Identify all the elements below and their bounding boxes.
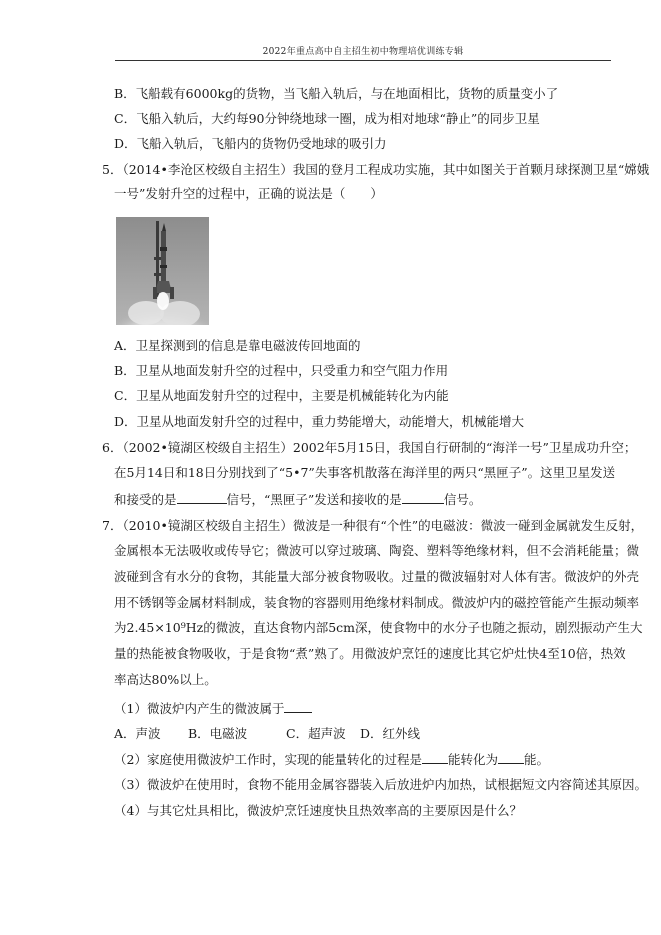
q4-option-c: C．飞船入轨后，大约每90分钟绕地球一圈，成为相对地球“静止”的同步卫星 <box>114 111 540 126</box>
q7-sub2-text-b: 能转化为 <box>447 752 498 767</box>
q7-sub1-option-b: B．电磁波 <box>188 726 248 741</box>
page-header: 2022年重点高中自主招生初中物理培优训练专辑 <box>262 47 464 57</box>
q6-line-3-text-a: 和接受的是 <box>114 492 177 507</box>
q7-sub1-option-d: D．红外线 <box>360 726 421 741</box>
q7-sub1-blank[interactable] <box>284 700 312 713</box>
q7-sub2 <box>114 751 549 768</box>
q6-blank-1[interactable] <box>177 491 227 504</box>
rocket-launch-image <box>116 217 209 325</box>
q5-stem-line-2: 一号”发射升空的过程中，正确的说法是（ ） <box>114 186 383 201</box>
q7-sub1-option-a: A．声波 <box>114 726 161 741</box>
q7-sub1-option-c: C．超声波 <box>286 726 346 741</box>
q4-option-d: D．飞船入轨后，飞船内的货物仍受地球的吸引力 <box>114 136 387 151</box>
q7-sub1-text: （1）微波炉内产生的微波属于 <box>114 701 285 716</box>
q6-line-2: 在5月14日和18日分别找到了“5•7”失事客机散落在海洋里的两只“黑匣子”。这里卫星发送 <box>114 465 616 480</box>
q5-option-d: D．卫星从地面发射升空的过程中，重力势能增大，动能增大，机械能增大 <box>114 414 525 429</box>
q6-line-3-text-b: 信号，“黑匣子”发送和接收的是 <box>226 492 402 507</box>
q5-stem-line-1: 5．（2014•李沧区校级自主招生）我国的登月工程成功实施，其中如图关于首颗月球探测卫星“嫦娥 <box>102 162 650 177</box>
q6-line-3-text-c: 信号。 <box>443 492 482 507</box>
q5-option-a: A．卫星探测到的信息是靠电磁波传回地面的 <box>114 338 361 353</box>
q5-option-c: C．卫星从地面发射升空的过程中，主要是机械能转化为内能 <box>114 388 449 403</box>
q6-blank-2[interactable] <box>402 491 444 504</box>
q7-sub2-blank-2[interactable] <box>498 751 524 764</box>
q5-option-b: B．卫星从地面发射升空的过程中，只受重力和空气阻力作用 <box>114 363 449 378</box>
q7-passage-line-5: 为2.45×10⁹Hz的微波，直达食物内部5cm深，使食物中的水分子也随之振动，剧烈振动产生大 <box>114 620 643 635</box>
q7-passage-line-4: 用不锈钢等金属材料制成，装食物的容器则用绝缘材料制成。微波炉内的磁控管能产生振动频率 <box>114 595 640 610</box>
q7-sub1-stem <box>114 700 312 717</box>
q7-passage-line-2: 金属根本无法吸收或传导它；微波可以穿过玻璃、陶瓷、塑料等绝缘材料，但不会消耗能量；微 <box>114 543 640 558</box>
q7-passage-line-1: 7．（2010•镜湖区校级自主招生）微波是一种很有“个性”的电磁波：微波一碰到金属就发生反射， <box>102 518 644 533</box>
header-divider <box>115 60 611 61</box>
q7-sub2-text-c: 能。 <box>523 752 549 767</box>
q6-line-1: 6．（2002•镜湖区校级自主招生）2002年5月15日，我国自行研制的“海洋一号”卫星成功升空； <box>102 440 637 455</box>
q7-passage-line-6: 量的热能被食物吸收，于是食物“煮”熟了。用微波炉烹饪的速度比其它炉灶快4至10倍，热效 <box>114 646 626 661</box>
q7-sub2-blank-1[interactable] <box>422 751 448 764</box>
q7-passage-line-7: 率高达80%以上。 <box>114 672 217 687</box>
q6-line-3 <box>114 491 481 508</box>
q7-sub2-text-a: （2）家庭使用微波炉工作时，实现的能量转化的过程是 <box>114 752 422 767</box>
q7-sub3: （3）微波炉在使用时，食物不能用金属容器装入后放进炉内加热，试根据短文内容简述其原因。 <box>114 777 647 792</box>
q7-sub4: （4）与其它灶具相比，微波炉烹饪速度快且热效率高的主要原因是什么？ <box>114 803 522 818</box>
q4-option-b: B．飞船载有6000kg的货物，当飞船入轨后，与在地面相比，货物的质量变小了 <box>114 86 559 101</box>
q7-passage-line-3: 波碰到含有水分的食物，其能量大部分被食物吸收。过量的微波辐射对人体有害。微波炉的外壳 <box>114 569 640 584</box>
